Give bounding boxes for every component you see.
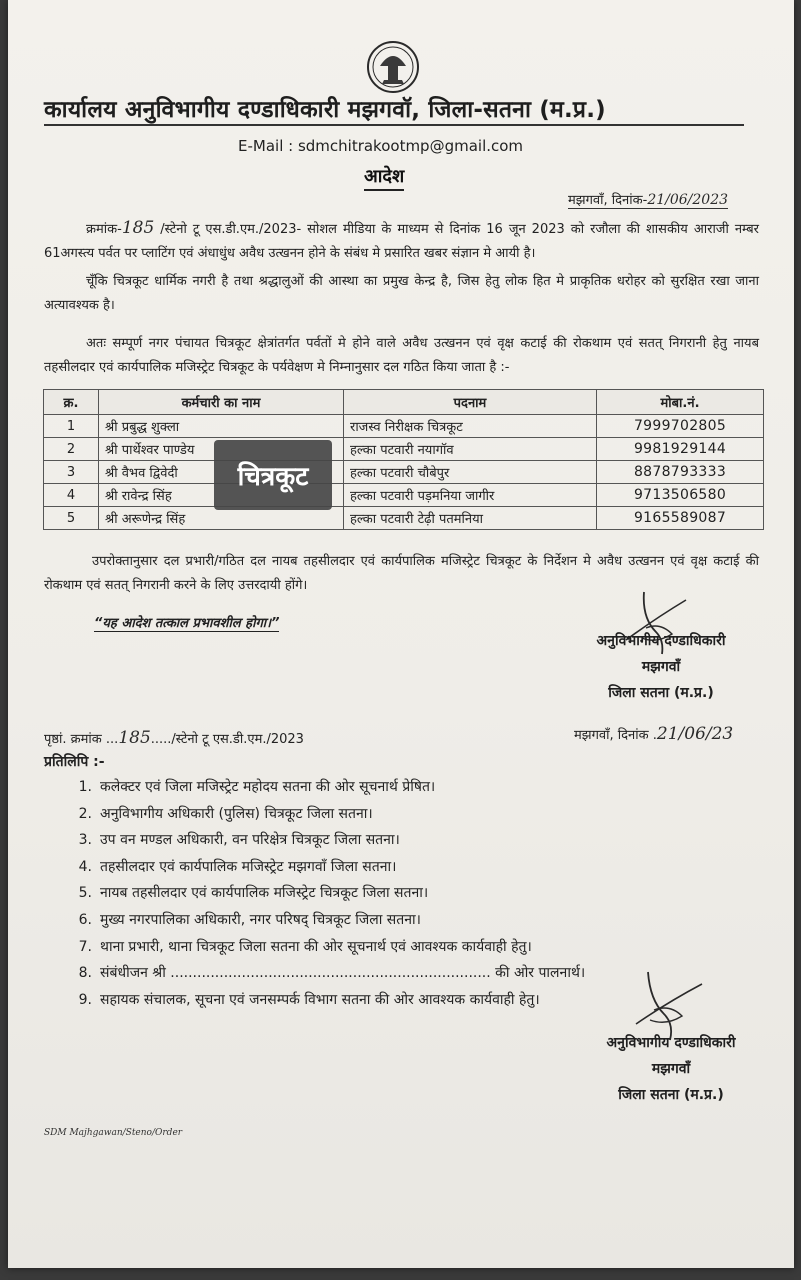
header-designation: पदनाम [344, 390, 597, 415]
endorsement-prefix: पृष्ठां. क्रमांक ... [44, 732, 119, 747]
list-item [44, 854, 585, 881]
row-designation: हल्का पटवारी टेढ़ी पतमनिया [344, 507, 597, 530]
order-heading: आदेश [364, 164, 404, 191]
item-text: कलेक्टर एवं जिला मजिस्ट्रेट महोदय सतना की ओर सूचनार्थ प्रेषित। [100, 779, 436, 795]
endorsement-ref-number: 185 [118, 728, 151, 748]
table-row [44, 484, 764, 507]
row-designation: हल्का पटवारी चौबेपुर [344, 461, 597, 484]
row-serial: 4 [44, 484, 99, 507]
item-text: तहसीलदार एवं कार्यपालिक मजिस्ट्रेट मझगवॉं जिला सतना। [100, 858, 397, 875]
item-text: थाना प्रभारी, थाना चित्रकूट जिला सतना की ओर सूचनार्थ एवं आवश्यक कार्यवाही हेतु। [100, 938, 532, 955]
item-number: 7. [78, 938, 92, 955]
row-name: श्री प्रबुद्ध शुक्ला [99, 415, 344, 438]
order-paragraph-3: अतः सम्पूर्ण नगर पंचायत चित्रकूट क्षेत्रांतर्गत पर्वतों मे होने वाले अवैध उत्खनन एवं वृक्ष कटाई की रोकथाम एवं सतत् निगरानी हेतु नायब तहसीलदार एवं कार्यपालिक मजिस्ट्रेट चित्रकूट के पर्यवेक्षण मे निम्नानुसार दल गठित किया जाता है :- [44, 336, 759, 375]
signatory-place: मझगवॉं [651, 1061, 691, 1077]
header-serial: क्र. [44, 390, 99, 415]
signatory-district: जिला सतना (म.प्र.) [618, 1087, 724, 1103]
signatory-block-1 [566, 628, 756, 706]
item-text: सहायक संचालक, सूचना एवं जनसम्पर्क विभाग सतना की ओर आवश्यक कार्यवाही हेतु। [100, 991, 540, 1008]
item-number: 3. [78, 832, 92, 849]
item-number: 9. [78, 991, 92, 1008]
list-item [44, 907, 585, 934]
row-mobile: 9981929144 [597, 438, 764, 461]
row-designation: हल्का पटवारी पड़मनिया जागीर [344, 484, 597, 507]
signatory-title: अनुविभागीय दण्डाधिकारी [596, 633, 726, 649]
row-name: श्री अरूणेन्द्र सिंह [99, 507, 344, 530]
header-mobile: मोबा.नं. [597, 390, 764, 415]
immediate-effect-note: “यह आदेश तत्काल प्रभावशील होगा।” [94, 613, 279, 632]
row-name: श्री वैभव द्विवेदी [99, 461, 344, 484]
list-item [44, 987, 585, 1014]
table-row [44, 415, 764, 438]
office-email: E-Mail : sdmchitrakootmp@gmail.com [238, 137, 524, 155]
signatory-district: जिला सतना (म.प्र.) [608, 685, 714, 701]
list-item [44, 801, 585, 828]
list-item [44, 827, 585, 854]
row-name: श्री पार्थेश्वर पाण्डेय [99, 438, 344, 461]
endorsement-suffix: ...../स्टेनो टू एस.डी.एम./2023 [150, 732, 304, 747]
signatory-block-2 [576, 1030, 766, 1108]
endorsement-date-prefix: मझगवॉं, दिनांक . [574, 728, 657, 743]
row-mobile: 7999702805 [597, 415, 764, 438]
item-text: नायब तहसीलदार एवं कार्यपालिक मजिस्ट्रेट चित्रकूट जिला सतना। [100, 885, 429, 902]
row-serial: 1 [44, 415, 99, 438]
order-paragraph-1 [44, 216, 759, 266]
order-date [568, 190, 728, 209]
item-number: 2. [78, 805, 92, 822]
team-table-header [44, 390, 764, 415]
order-paragraph-4: उपरोक्तानुसार दल प्रभारी/गठित दल नायब तहसीलदार एवं कार्यपालिक मजिस्ट्रेट चित्रकूट के निर्देशन मे अवैध उत्खनन एवं वृक्ष कटाई की रोकथाम एवं सतत् निगरानी करने के लिए उत्तरदायी होंगे। [44, 554, 759, 593]
signatory-title: अनुविभागीय दण्डाधिकारी [606, 1035, 736, 1051]
item-number: 4. [78, 858, 92, 875]
item-number: 1. [78, 779, 92, 795]
row-mobile: 9713506580 [597, 484, 764, 507]
row-designation: राजस्व निरीक्षक चित्रकूट [344, 415, 597, 438]
order-paragraph-2: चूँकि चित्रकूट धार्मिक नगरी है तथा श्रद्धालुओं की आस्था का प्रमुख केन्द्र है, जिस हेतु लोक हित मे प्राकृतिक धरोहर को सुरक्षित रखा जाना अत्यावश्यक है। [44, 274, 759, 313]
signatory-place: मझगवॉं [641, 659, 681, 675]
item-text: संबंधीजन श्री ........................................................................ की ओर पालनार्थ। [100, 965, 586, 982]
office-title: कार्यालय अनुविभागीय दण्डाधिकारी मझगवॉ, जिला-सतना (म.प्र.) [44, 97, 606, 123]
item-text: मुख्य नगरपालिका अधिकारी, नगर परिषद् चित्रकूट जिला सतना। [100, 911, 421, 928]
list-item [44, 880, 585, 907]
table-row [44, 438, 764, 461]
table-row [44, 507, 764, 530]
order-date-prefix: मझगवॉं, दिनांक- [568, 193, 648, 208]
row-designation: हल्का पटवारी नयागॉव [344, 438, 597, 461]
row-serial: 2 [44, 438, 99, 461]
copy-to-heading: प्रतिलिपि :- [44, 754, 105, 770]
item-text: अनुविभागीय अधिकारी (पुलिस) चित्रकूट जिला सतना। [100, 805, 373, 822]
table-row [44, 461, 764, 484]
header-name: कर्मचारी का नाम [99, 390, 344, 415]
ref-number: 185 [121, 218, 155, 238]
row-serial: 5 [44, 507, 99, 530]
ref-prefix: क्रमांक- [86, 222, 122, 237]
endorsement-number [44, 728, 304, 748]
team-table [43, 389, 764, 530]
row-mobile: 9165589087 [597, 507, 764, 530]
endorsement-date [574, 724, 733, 744]
row-mobile: 8878793333 [597, 461, 764, 484]
item-number: 6. [78, 911, 92, 928]
ref-text: /स्टेनो टू एस.डी.एम./2023- सोशल मीडिया के माध्यम से दिनांक 16 जून 2023 को रजौला की शासकीय आराजी नम्बर 61अगस्त्य पर्वत पर प्लाटिंग एवं अंधाधुंध अवैध उत्खनन होने के संबंध मे प्रसारित खबर संज्ञान मे आयी है। [44, 222, 759, 261]
list-item [44, 934, 585, 961]
order-document [8, 0, 794, 1268]
item-number: 8. [78, 965, 92, 982]
footer-reference: SDM Majhgawan/Steno/Order [44, 1128, 183, 1138]
list-item [44, 960, 585, 987]
row-name: श्री रावेन्द्र सिंह [99, 484, 344, 507]
endorsement-date-value: 21/06/23 [656, 724, 734, 744]
watermark-label: चित्रकूट [214, 440, 332, 510]
copy-to-list [44, 774, 585, 1013]
header-rule [44, 124, 744, 126]
item-text: उप वन मण्डल अधिकारी, वन परिक्षेत्र चित्रकूट जिला सतना। [100, 832, 400, 849]
item-number: 5. [78, 885, 92, 902]
row-serial: 3 [44, 461, 99, 484]
order-date-value: 21/06/2023 [647, 192, 729, 208]
list-item [44, 774, 585, 801]
government-emblem-icon [366, 40, 420, 94]
